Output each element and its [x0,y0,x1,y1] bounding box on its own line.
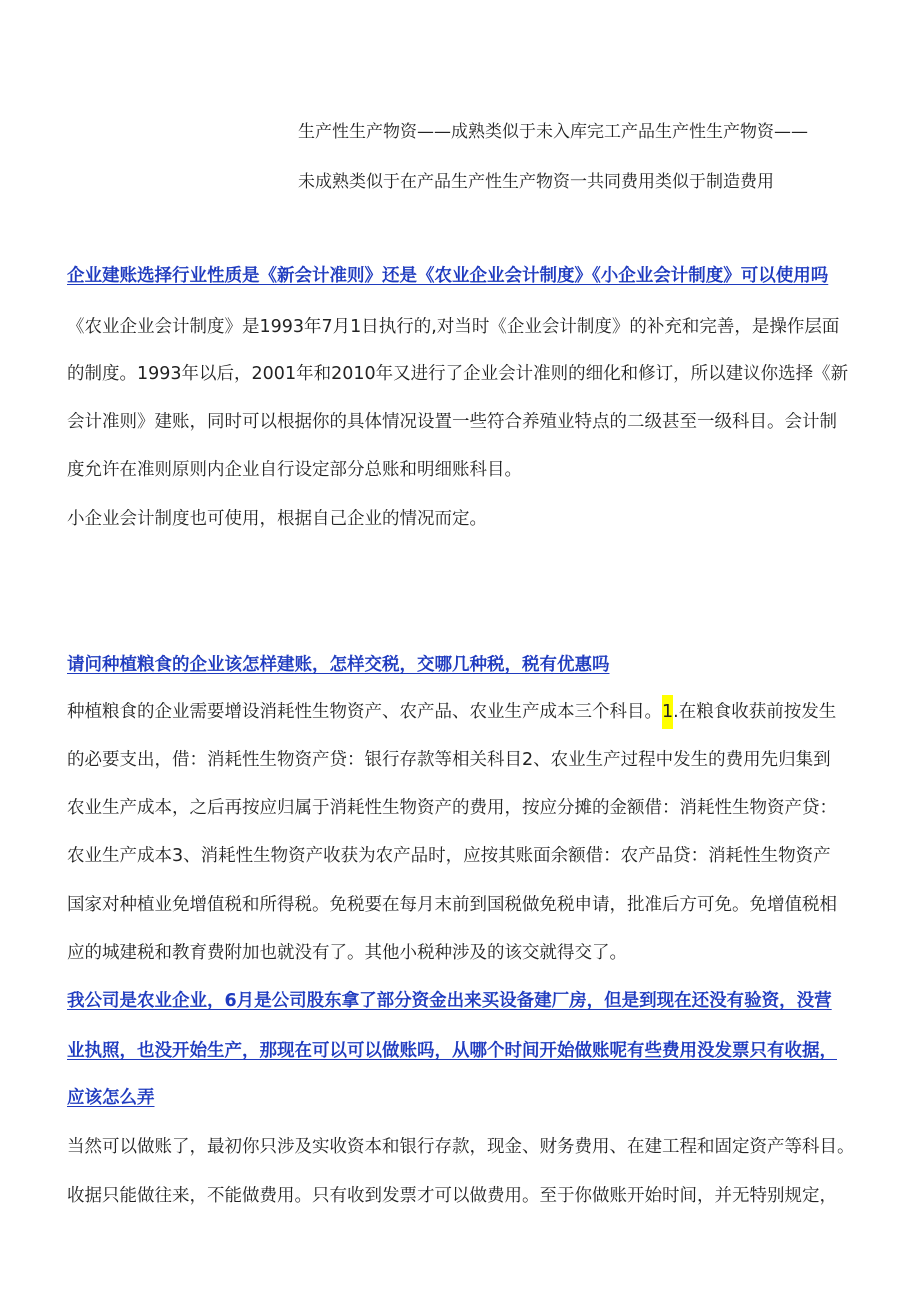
section2-line: 农业生产成本，之后再按应归属于消耗性生物资产的费用，按应分摊的金额借：消耗性生物资产贷： [67,798,837,818]
section1-line: 度允许在准则原则内企业自行设定部分总账和明细账科目。 [67,460,522,480]
intro-line-1: 生产性生产物资——成熟类似于未入库完工产品生产性生产物资—— [298,122,808,142]
section1-line: 的制度。1993年以后，2001年和2010年又进行了企业会计准则的细化和修订，所以建议你选择《新 [67,364,849,384]
section1-line: 会计准则》建账，同时可以根据你的具体情况设置一些符合养殖业特点的二级甚至一级科目。会计制 [67,412,837,432]
section3-heading-line[interactable]: 业执照，也没开始生产，那现在可以可以做账吗，从哪个时间开始做账呢有些费用没发票只有收据， [67,1041,837,1061]
section2-line: 的必要支出，借：消耗性生物资产贷：银行存款等相关科目2、农业生产过程中发生的费用先归集到 [67,750,831,770]
section2-line: 应的城建税和教育费附加也就没有了。其他小税种涉及的该交就得交了。 [67,943,627,963]
section2-line-1 [67,701,882,723]
section3-line: 收据只能做往来，不能做费用。只有收到发票才可以做费用。至于你做账开始时间，并无特别规定， [67,1186,837,1206]
section2-line-1-rest: .在粮食收获前按发生 [673,702,837,722]
section3-line: 当然可以做账了，最初你只涉及实收资本和银行存款，现金、财务费用、在建工程和固定资产等科目。 [67,1137,855,1157]
intro-line-2: 未成熟类似于在产品生产性生产物资一共同费用类似于制造费用 [298,172,774,192]
section3-heading-line[interactable]: 应该怎么弄 [67,1088,155,1108]
section3-heading-line[interactable]: 我公司是农业企业，6月是公司股东拿了部分资金出来买设备建厂房，但是到现在还没有验资，没营 [67,991,832,1011]
section1-heading[interactable]: 企业建账选择行业性质是《新会计准则》还是《农业企业会计制度》《小企业会计制度》可以使用吗 [67,266,829,286]
highlight-mark: 1 [662,695,673,729]
section1-line: 小企业会计制度也可使用，根据自己企业的情况而定。 [67,509,487,529]
section2-line: 国家对种植业免增值税和所得税。免税要在每月末前到国税做免税申请，批准后方可免。免增值税相 [67,895,837,915]
section1-line: 《农业企业会计制度》是1993年7月1日执行的,对当时《企业会计制度》的补充和完善，是操作层面 [67,317,840,337]
section2-line: 农业生产成本3、消耗性生物资产收获为农产品时，应按其账面余额借：农产品贷：消耗性生物资产 [67,846,831,866]
section2-line-1-text: 种植粮食的企业需要增设消耗性生物资产、农产品、农业生产成本三个科目。 [67,702,662,722]
section2-heading[interactable]: 请问种植粮食的企业该怎样建账，怎样交税，交哪几种税，税有优惠吗 [67,655,610,675]
